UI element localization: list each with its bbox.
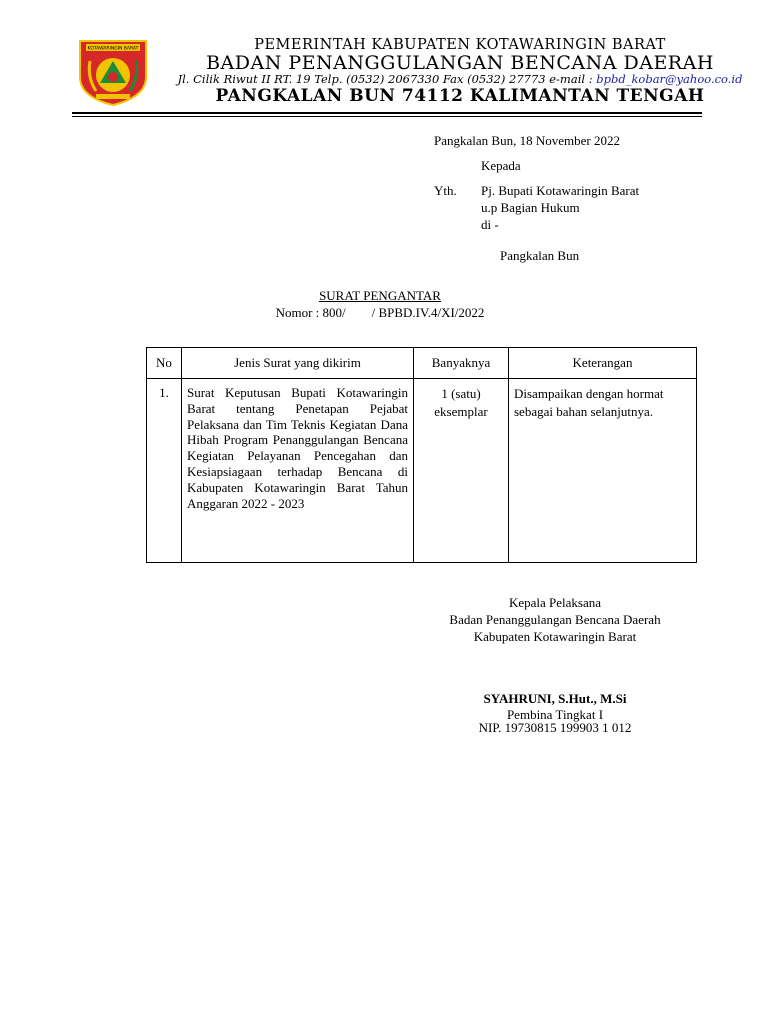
cell-no: 1. — [147, 379, 182, 563]
yth-label: Yth. — [434, 183, 457, 198]
header-banyaknya: Banyaknya — [414, 348, 509, 379]
recipient-line3: di - — [481, 217, 499, 232]
cell-banyaknya: 1 (satu) eksemplar — [414, 379, 509, 563]
letter-title-text: SURAT PENGANTAR — [319, 288, 441, 303]
letterhead-agency: BADAN PENANGGULANGAN BENCANA DAERAH — [206, 52, 714, 74]
regency-emblem-logo — [76, 37, 150, 107]
signature-position1: Kepala Pelaksana — [508, 595, 602, 610]
email-address: bpbd_kobar@yahoo.co.id — [596, 72, 743, 86]
logo-text: KOTAWARINGIN BARAT — [87, 46, 139, 52]
table-row — [147, 379, 697, 563]
signatory-rank: Pembina Tingkat I — [506, 707, 604, 722]
kepada-label: Kepada — [481, 158, 521, 173]
header-jenis: Jenis Surat yang dikirim — [182, 348, 414, 379]
table-header-row — [147, 348, 697, 379]
letterhead-address — [160, 72, 760, 86]
signature-position3: Kabupaten Kotawaringin Barat — [473, 629, 637, 644]
signatory-nip: NIP. 19730815 199903 1 012 — [478, 720, 632, 735]
letter-title — [0, 288, 760, 304]
recipient-city: Pangkalan Bun — [500, 248, 580, 263]
header-no: No — [147, 348, 182, 379]
recipient-line2: u.p Bagian Hukum — [481, 200, 580, 215]
document-table — [146, 347, 697, 563]
cell-keterangan: Disampaikan dengan hormat sebagai bahan selanjutnya. — [509, 379, 697, 563]
letterhead-city: PANGKALAN BUN 74112 KALIMANTAN TENGAH — [215, 86, 705, 106]
letterhead-rule-thick — [72, 112, 702, 114]
letterhead-rule-thin — [72, 116, 702, 117]
letterhead-government: PEMERINTAH KABUPATEN KOTAWARINGIN BARAT — [254, 37, 666, 53]
address-text: Jl. Cilik Riwut II RT. 19 Telp. (0532) 2067330 Fax (0532) 27773 e-mail : — [177, 72, 597, 86]
letter-number: Nomor : 800/ / BPBD.IV.4/XI/2022 — [275, 305, 485, 320]
place-date: Pangkalan Bun, 18 November 2022 — [434, 133, 620, 148]
header-keterangan: Keterangan — [509, 348, 697, 379]
recipient-line1: Pj. Bupati Kotawaringin Barat — [481, 183, 640, 198]
signature-position2: Badan Penanggulangan Bencana Daerah — [449, 612, 661, 627]
cell-jenis: Surat Keputusan Bupati Kotawaringin Barat tentang Penetapan Pejabat Pelaksana dan Tim Teknis Kegiatan Dana Hibah Program Penanggulangan Bencana Kegiatan Pelayanan Pencegahan dan Kesiapsiagaan terhadap Bencana di Kabupaten Kotawaringin Barat Tahun Anggaran 2022 - 2023 — [182, 379, 414, 563]
signatory-name: SYAHRUNI, S.Hut., M.Si — [483, 691, 627, 706]
